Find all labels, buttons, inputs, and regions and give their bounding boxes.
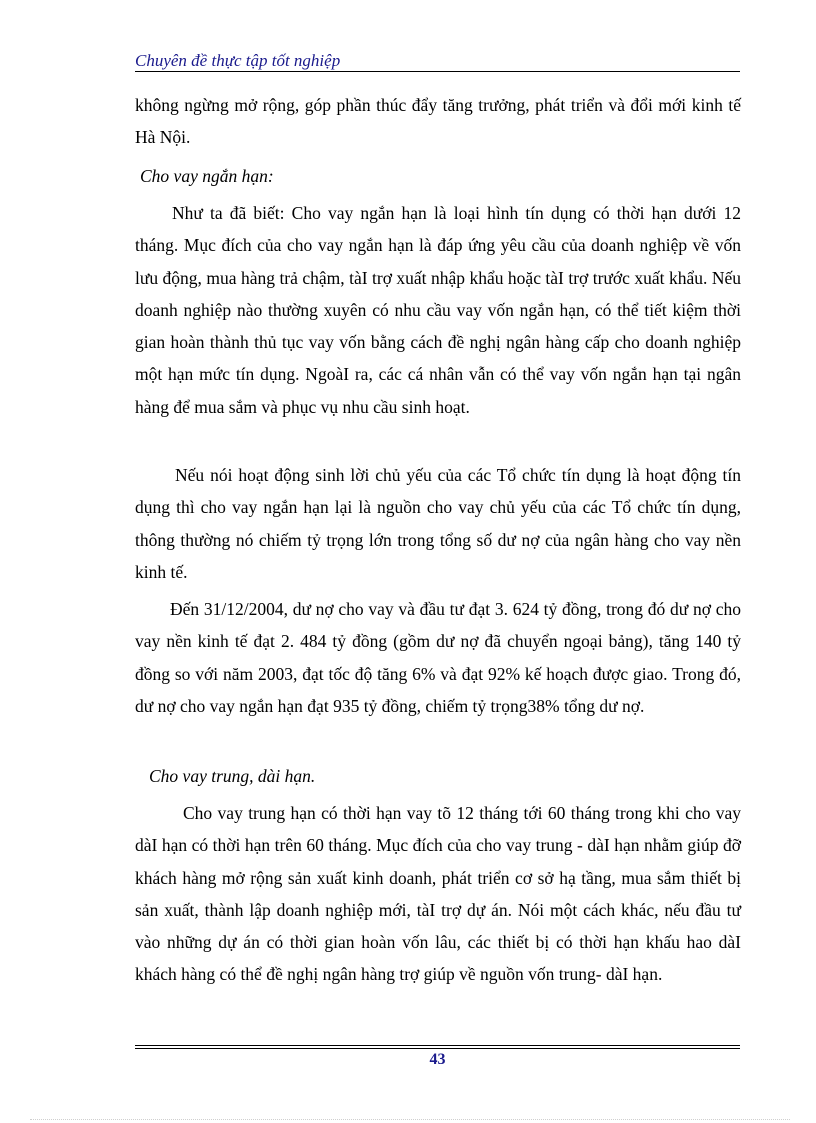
- paragraph-short-term-definition: Như ta đã biết: Cho vay ngắn hạn là loại hình tín dụng có thời hạn dưới 12 tháng. Mục đích của cho vay ngắn hạn là đáp ứng yêu cầu của doanh nghiệp về vốn lưu động, mua hàng trả chậm, tàI trợ xuất nhập khẩu hoặc tàI trợ trước xuất khẩu. Nếu doanh nghiệp nào thường xuyên có nhu cầu vay vốn ngắn hạn, có thể tiết kiệm thời gian hoàn thành thủ tục vay vốn bằng cách đề nghị ngân hàng cấp cho doanh nghiệp một hạn mức tín dụng. NgoàI ra, các cá nhân vẫn có thể vay vốn ngắn hạn tại ngân hàng để mua sắm và phục vụ nhu cầu sinh hoạt.: [135, 203, 741, 417]
- footer-rule-bottom: [135, 1048, 740, 1049]
- page-bottom-dotted-line: [30, 1119, 790, 1120]
- footer-rule-top: [135, 1045, 740, 1046]
- header-rule: [135, 71, 740, 72]
- section-heading-medium-long-term: Cho vay trung, dài hạn.: [149, 766, 316, 786]
- paragraph-medium-long-term: Cho vay trung hạn có thời hạn vay tõ 12 tháng tới 60 tháng trong khi cho vay dàI hạn có thời hạn trên 60 tháng. Mục đích của cho vay trung - dàI hạn nhằm giúp đỡ khách hàng mở rộng sản xuất kinh doanh, phát triển cơ sở hạ tầng, mua sắm thiết bị sản xuất, thành lập doanh nghiệp mới, tàI trợ dự án. Nói một cách khác, nếu đầu tư vào những dự án có thời gian hoàn vốn lâu, các thiết bị có thời hạn khấu hao dàI khách hàng có thể đề nghị ngân hàng trợ giúp về nguồn vốn trung- dàI hạn.: [135, 803, 741, 985]
- paragraph-continuation: không ngừng mở rộng, góp phần thúc đẩy tăng trưởng, phát triển và đổi mới kinh tế Hà Nội.: [135, 95, 741, 148]
- paragraph-loan-figures: Đến 31/12/2004, dư nợ cho vay và đầu tư đạt 3. 624 tỷ đồng, trong đó dư nợ cho vay nền kinh tế đạt 2. 484 tỷ đồng (gồm dư nợ đã chuyển ngoại bảng), tăng 140 tỷ đồng so với năm 2003, đạt tốc độ tăng 6% và đạt 92% kế hoạch được giao. Trong đó, dư nợ cho vay ngắn hạn đạt 935 tỷ đồng, chiếm tỷ trọng38% tổng dư nợ.: [135, 599, 741, 716]
- paragraph-short-term-share: Nếu nói hoạt động sinh lời chủ yếu của các Tổ chức tín dụng là hoạt động tín dụng thì cho vay ngắn hạn lại là nguồn cho vay chủ yếu của các Tổ chức tín dụng, thông thường nó chiếm tỷ trọng lớn trong tổng số dư nợ của ngân hàng cho vay nền kinh tế.: [135, 465, 741, 582]
- section-heading-short-term: Cho vay ngắn hạn:: [140, 166, 274, 186]
- page-number: 43: [429, 1051, 446, 1068]
- page-header: [135, 48, 740, 72]
- header-title: Chuyên đề thực tập tốt nghiệp: [135, 51, 341, 70]
